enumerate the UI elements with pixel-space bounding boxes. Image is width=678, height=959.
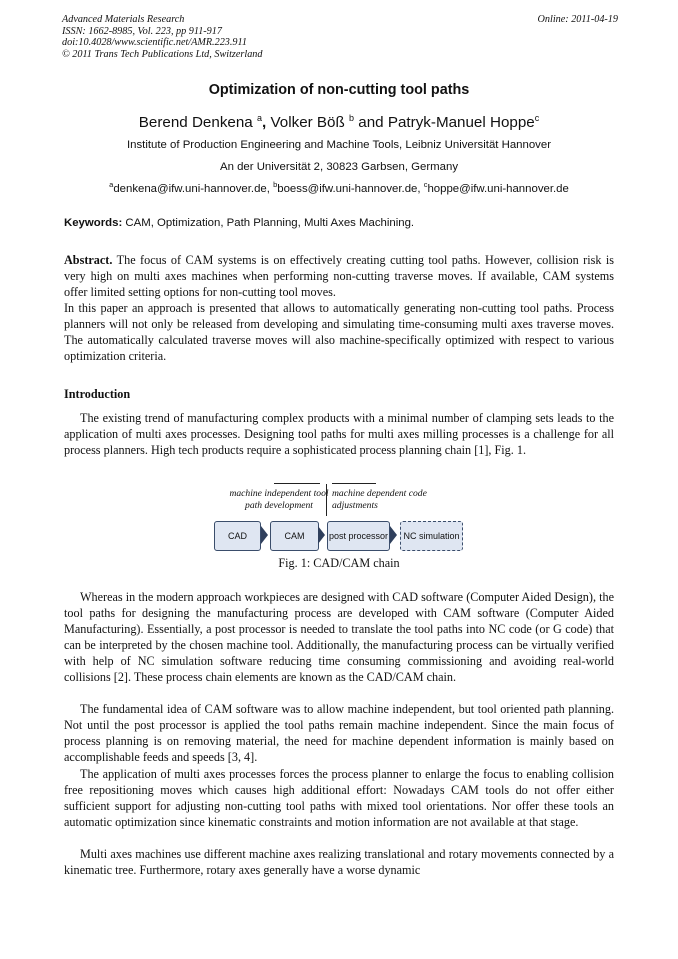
author-and: and [358,114,384,132]
arrow-line-left [274,483,320,484]
chain-arrow-icon [318,526,325,544]
email-list [0,180,678,195]
keywords-label: Keywords: [64,217,123,229]
page-header [62,14,618,60]
email-sup: a [109,180,114,189]
figure-label-right: machine dependent code adjustments [332,488,427,511]
chain-box-nc-simulation: NC simulation [400,521,463,551]
body-paragraph-4: The application of multi axes processes forces the process planner to enlarge the focus to enabling collision free repositioning moves which causes high additional effort: Nowadays CAM tools do not offer either sufficient support for adjusting non-cutting tool paths with mixed tool orientations. Nor offer these tools an automatic optimization since kinematic constraints and motion information are not available at that stage. [64,767,614,829]
abstract-paragraph-1 [64,252,614,300]
author-name: Berend Denkena [138,114,253,132]
figure-cad-cam-chain [214,484,466,554]
figure-label-left: machine independent tool path development [229,488,329,511]
body-paragraph-2: Whereas in the modern approach workpieces are designed with CAD software (Computer Aided Design), the tool paths for designing the manufacturing process are developed with CAM software (Computer Aided Manufacturing). Essentially, a post processor is needed to translate the tool paths into NC code (or G code) that can be interpreted by the chosen machine tool. Additionally, the manufacturing process can be virtually verified with help of NC simulation software reducing time consuming commissioning and avoiding real-world collisions [2]. These process chain elements are known as the CAD/CAM chain. [64,590,614,684]
affiliation-address: An der Universität 2, 30823 Garbsen, Germany [219,161,459,173]
chain-box-cad: CAD [214,521,261,551]
email-sup: b [273,180,278,189]
email-sup: c [423,180,428,189]
author-list: Berend Denkena $^a$, Volker Böß $^b$ and Patryk-Manuel Hoppe$^c$ [138,113,540,132]
doi-line: doi:10.4028/www.scientific.net/AMR.223.911 [62,37,247,49]
arrow-line-right [332,483,376,484]
affiliation-institute: Institute of Production Engineering and Machine Tools, Leibniz Universität Hannover [126,139,552,151]
issn-line: ISSN: 1662-8985, Vol. 223, pp 911-917 [62,25,222,37]
author-sup: b [349,113,355,123]
abstract-label: Abstract. [64,253,113,267]
email-link[interactable]: hoppe@ifw.uni-hannover.de [427,182,569,195]
figure-caption: Fig. 1: CAD/CAM chain [278,556,400,570]
paper-title: Optimization of non-cutting tool paths [208,82,470,98]
author-name: Patryk-Manuel Hoppe [387,114,535,132]
online-date: Online: 2011-04-19 [537,14,618,25]
chain-arrow-icon [390,526,397,544]
intro-paragraph-1: The existing trend of manufacturing complex products with a minimal number of clamping sets leads to the application of multi axes processes. Designing tool paths for multi axes milling processes is a challenge for all process planners. High tech products require a sophisticated process planning chain [1], Fig. 1. [64,411,614,457]
author-sup: a [257,113,263,123]
keywords [64,217,414,229]
keywords-text: CAM, Optimization, Path Planning, Multi Axes Machining. [125,217,415,229]
section-heading: Introduction [64,387,131,401]
abstract-text: The focus of CAM systems is on effectively creating cutting tool paths. However, collision risk is very high on multi axes machines when performing non-cutting traverse moves. If available, CAM systems offer limited setting options for non-cutting tool moves. [64,253,614,299]
copyright-line: © 2011 Trans Tech Publications Ltd, Switzerland [62,48,263,60]
author-name: Volker Böß [270,114,345,132]
email-link[interactable]: denkena@ifw.uni-hannover.de, [113,182,270,195]
body-paragraph-5: Multi axes machines use different machine axes realizing translational and rotary movements connected by a kinematic tree. Furthermore, rotary axes generally have a worse dynamic [64,847,614,877]
body-paragraph-3: The fundamental idea of CAM software was to allow machine independent, but tool oriented path planning. Not until the post processor is applied the tool paths remain machine independent. Since the main focus of process planning is on removing material, the need for machine dependent information is mainly based on accomplishable feeds and speeds [3, 4]. [64,702,614,764]
chain-box-cam: CAM [270,521,319,551]
email-link[interactable]: boess@ifw.uni-hannover.de, [277,182,421,195]
abstract-paragraph-2: In this paper an approach is presented that allows to automatically generating non-cutting tool paths. Process planners will not only be released from developing and simulating time-consuming multi axes traverse moves. The automatically calculated traverse moves will also machine-specifically optimized with respect to various optimization criteria. [64,301,614,363]
chain-arrow-icon [261,526,268,544]
journal-name: Advanced Materials Research [62,14,185,25]
author-sup: c [534,113,540,123]
chain-box-post-processor: post processor [327,521,390,551]
